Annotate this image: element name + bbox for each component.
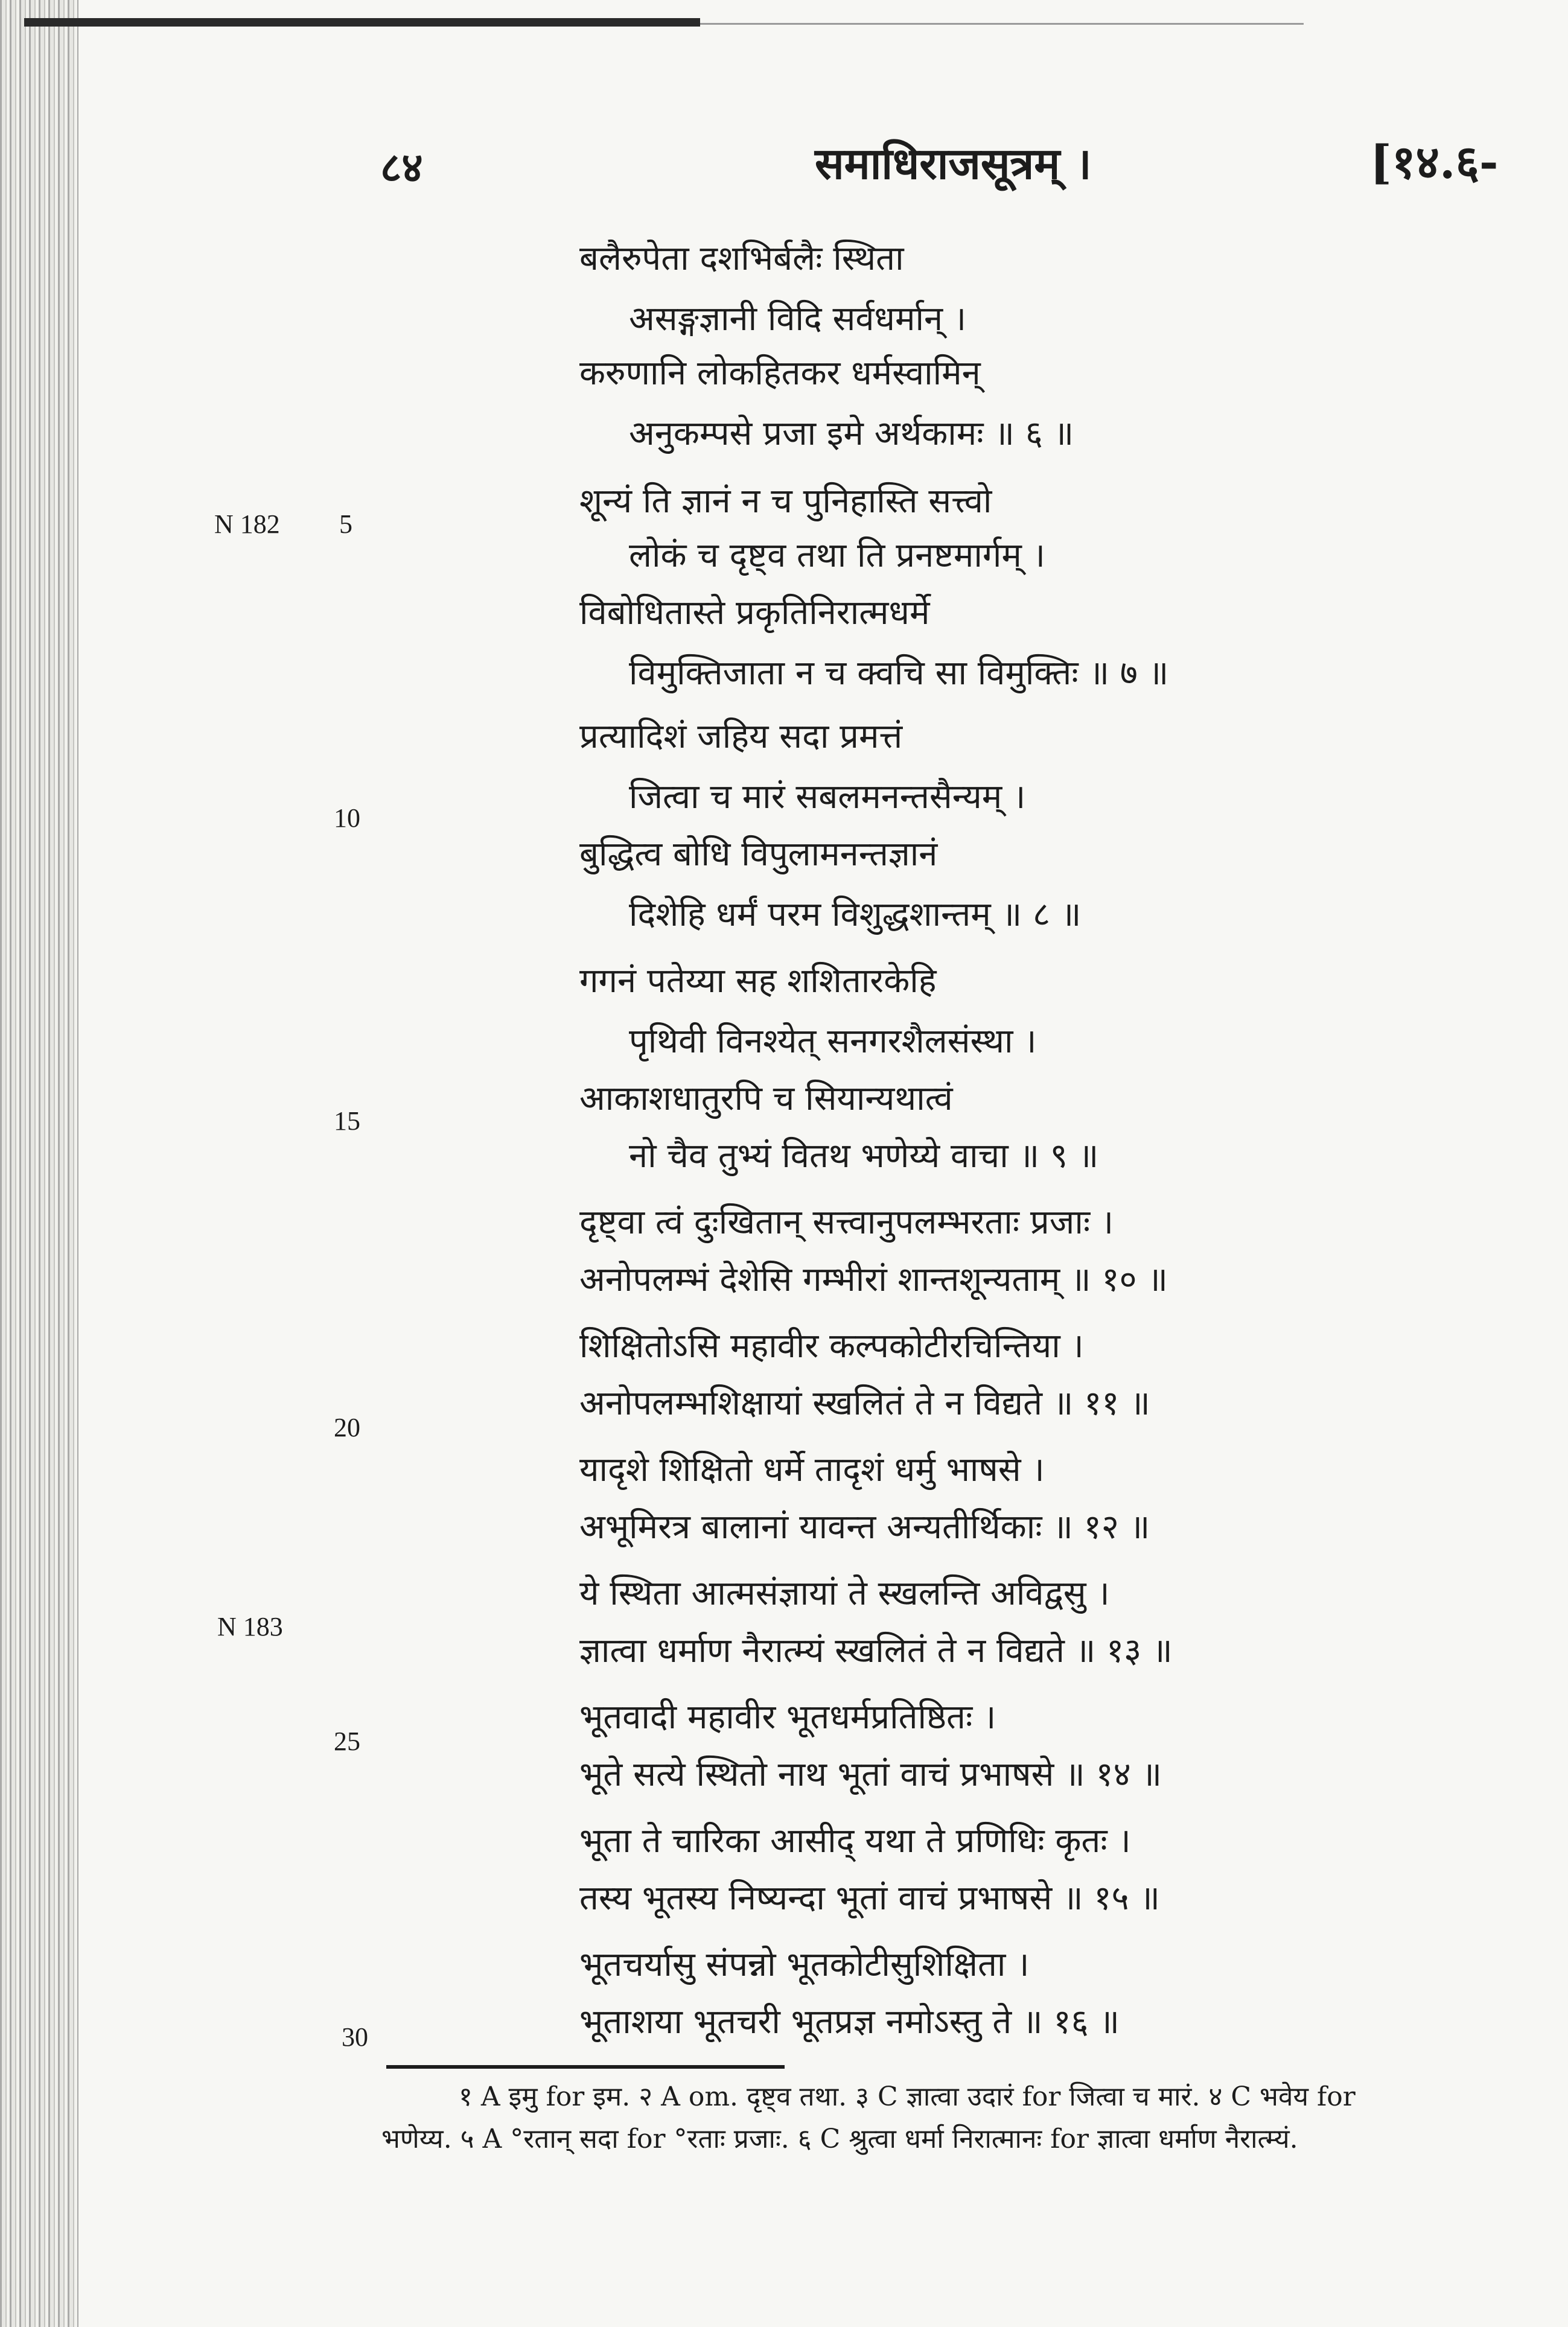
- verse-line: शून्यं ति ज्ञानं न च पुनिहास्ति सत्त्वो: [579, 482, 992, 521]
- line-number-15: 15: [334, 1106, 360, 1136]
- verse-line: लोकं च दृष्ट्व तथा ति प्रनष्टमार्गम् ।: [629, 536, 1045, 575]
- verse-line: भूताशया भूतचरी भूतप्रज्ञ नमोऽस्तु ते ॥ १६ ॥: [579, 2002, 1120, 2042]
- verse-line: भूता ते चारिका आसीद् यथा ते प्रणिधिः कृतः ।: [579, 1821, 1131, 1861]
- margin-note-n183: N 183: [217, 1612, 283, 1641]
- book-binding-edge: [0, 0, 78, 2327]
- verse-line: यादृशे शिक्षितो धर्मे तादृशं धर्मु भाषसे ।: [579, 1450, 1045, 1489]
- verse-line: आकाशधातुरपि च सियान्यथात्वं: [579, 1079, 953, 1118]
- line-number-20: 20: [334, 1413, 360, 1442]
- verse-line: शिक्षितोऽसि महावीर कल्पकोटीरचिन्तिया ।: [579, 1326, 1084, 1366]
- section-reference: [१४.६-: [1370, 135, 1499, 189]
- line-number-25: 25: [334, 1727, 360, 1756]
- verse-line: पृथिवी विनश्येत् सनगरशैलसंस्था ।: [629, 1022, 1037, 1061]
- page-number: ८४: [380, 144, 423, 192]
- top-border-rule-thin: [700, 23, 1304, 25]
- verse-line: भूतवादी महावीर भूतधर्मप्रतिष्ठितः ।: [579, 1698, 996, 1737]
- verse-line: भूतचर्यासु संपन्नो भूतकोटीसुशिक्षिता ।: [579, 1945, 1030, 1984]
- running-title: समाधिराजसूत्रम् ।: [815, 138, 1092, 189]
- verse-line: नो चैव तुभ्यं वितथ भणेय्ये वाचा ॥ ९ ॥: [629, 1136, 1099, 1176]
- verse-line: अनोपलम्भशिक्षायां स्खलितं ते न विद्यते ॥ ११ ॥: [579, 1384, 1150, 1423]
- verse-line: दिशेहि धर्मं परम विशुद्धशान्तम् ॥ ८ ॥: [629, 895, 1082, 934]
- verse-line: करुणानि लोकहितकर धर्मस्वामिन्: [579, 354, 981, 393]
- verse-line: बलैरुपेता दशभिर्बलैः स्थिता: [579, 239, 904, 278]
- line-number-10: 10: [334, 803, 360, 833]
- verse-line: अनुकम्पसे प्रजा इमे अर्थकामः ॥ ६ ॥: [629, 414, 1074, 453]
- verse-line: अभूमिरत्र बालानां यावन्त अन्यतीर्थिकाः ॥ १२ ॥: [579, 1507, 1150, 1547]
- verse-line: ये स्थिता आत्मसंज्ञायां ते स्खलन्ति अविद्वसु ।: [579, 1574, 1110, 1613]
- verse-line: जित्वा च मारं सबलमनन्तसैन्यम् ।: [629, 777, 1026, 817]
- verse-line: भूते सत्ये स्थितो नाथ भूतां वाचं प्रभाषसे ॥ १४ ॥: [579, 1755, 1162, 1794]
- verse-line: विमुक्तिजाता न च क्वचि सा विमुक्तिः ॥ ७ ॥: [629, 654, 1169, 693]
- verse-line: गगनं पतेय्या सह शशितारकेहि: [579, 961, 937, 1001]
- verse-line: विबोधितास्ते प्रकृतिनिरात्मधर्मे: [579, 593, 930, 632]
- verse-line: तस्य भूतस्य निष्यन्दा भूतां वाचं प्रभाषसे ॥ १५ ॥: [579, 1879, 1160, 1918]
- verse-line: दृष्ट्वा त्वं दुःखितान् सत्त्वानुपलम्भरताः प्रजाः ।: [579, 1203, 1114, 1242]
- footnote-separator: [386, 2065, 785, 2069]
- verse-line: ज्ञात्वा धर्माण नैरात्म्यं स्खलितं ते न विद्यते ॥ १३ ॥: [579, 1631, 1173, 1670]
- footnote-line: १ A इमु for इम. २ A om. दृष्ट्व तथा. ३ C ज्ञात्वा उदारं for जित्वा च मारं. ४ C भवेय for: [459, 2081, 1356, 2112]
- verse-line: बुद्धित्व बोधि विपुलामनन्तज्ञानं: [579, 835, 938, 874]
- verse-line: प्रत्यादिशं जहिय सदा प्रमत्तं: [579, 717, 903, 756]
- footnote-line: भणेय्य. ५ A °रतान् सदा for °रताः प्रजाः. ६ C श्रुत्वा धर्मा निरात्मानः for ज्ञात्वा धर्माण नैरात्म्यं.: [381, 2124, 1298, 2154]
- line-number-5: 5: [339, 509, 352, 539]
- line-number-30: 30: [342, 2022, 368, 2052]
- verse-line: अनोपलम्भं देशेसि गम्भीरां शान्तशून्यताम् ॥ १० ॥: [579, 1260, 1168, 1299]
- verse-line: असङ्गज्ञानी विदि सर्वधर्मान् ।: [629, 299, 967, 339]
- top-border-rule: [24, 18, 700, 27]
- margin-note-n182: N 182: [214, 509, 280, 539]
